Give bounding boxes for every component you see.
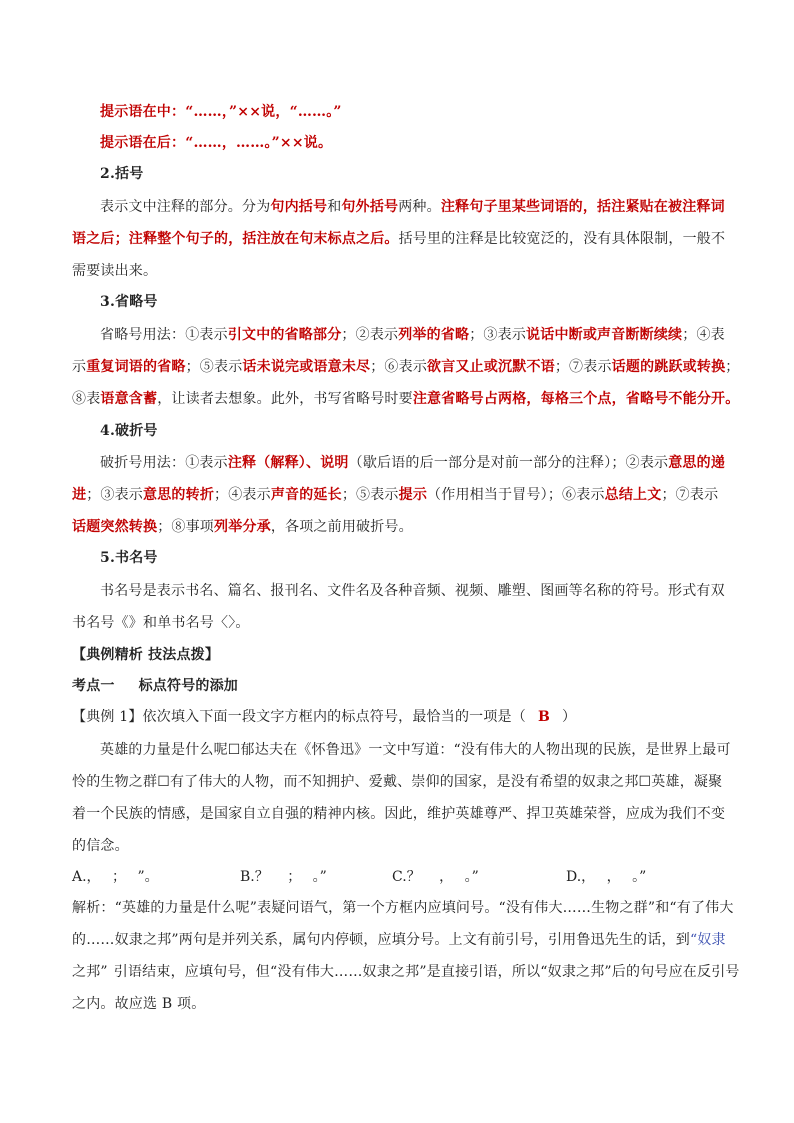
paragraph-parentheses-line2: [72, 229, 726, 249]
highlight: 注意省略号占两格，每格三个点，省略号不能分开。: [412, 391, 740, 407]
text: ；: [725, 359, 740, 375]
question-text: ）: [562, 709, 577, 725]
text: ；④表: [682, 327, 725, 343]
topic-title: 标点符号的添加: [138, 678, 239, 694]
text: ；⑤表示: [185, 359, 243, 375]
quote-hint-middle: 提示语在中：“……，”××说，“……。”: [100, 104, 342, 120]
highlight: 进: [72, 487, 87, 503]
text: 省略号用法：①表示: [100, 327, 228, 343]
highlight: 列举的省略: [398, 327, 470, 343]
highlight: 总结上文: [604, 487, 662, 503]
text: ；⑧事项: [157, 519, 215, 535]
passage-line3: 着一个民族的情感，是国家自立自强的精神内核。因此，维护英雄尊严、捍卫英雄荣誉，应成为我们不变: [72, 806, 726, 822]
text: ⑧表: [72, 391, 101, 407]
highlight: 列举分承: [214, 519, 271, 535]
highlight: 说话中断或声音断断续续: [526, 327, 683, 343]
highlight: 注释句子里某些词语的，括注紧贴在被注释词: [440, 199, 725, 215]
highlight: 话题突然转换: [72, 519, 158, 535]
highlight: 意思的递: [668, 455, 726, 471]
passage-line2: 怜的生物之群☐有了伟大的人物，而不知拥护、爱戴、崇仰的国家，是没有希望的奴隶之邦☐英雄，凝聚: [72, 774, 723, 790]
section-heading: 【典例精析 技法点拨】: [72, 647, 220, 663]
text: 破折号用法：①表示: [100, 455, 228, 471]
text: ；④表示: [214, 487, 271, 503]
paragraph-ellipsis-line2: [72, 357, 740, 377]
text: ；⑦表示: [661, 487, 719, 503]
paragraph-title-marks-line2: 书名号《》和单书名号〈〉。: [72, 615, 250, 631]
paragraph-ellipsis-line1: [100, 325, 725, 345]
highlight: 句内括号: [270, 199, 328, 215]
paragraph-title-marks-line1: 书名号是表示书名、篇名、报刊名、文件名及各种音频、视频、雕塑、图画等名称的符号。形式有双: [100, 583, 725, 599]
text: ；③表示: [86, 487, 144, 503]
text: （歇后语的后一部分是对前一部分的注释）；②表示: [348, 455, 669, 471]
highlight: 声音的延长: [270, 487, 342, 503]
example-question: [72, 707, 722, 727]
quote-hint-after: 提示语在后：“……，……。”××说。: [100, 135, 333, 151]
passage-line1: 英雄的力量是什么呢☐郁达夫在《怀鲁迅》一文中写道：“没有伟大的人物出现的民族，是世界上最可: [100, 742, 731, 758]
highlight: 话题的跳跃或转换: [611, 359, 726, 375]
text: 示: [72, 359, 87, 375]
text: 之邦”: [72, 964, 108, 980]
text: 表示文中注释的部分。分为: [100, 199, 271, 215]
analysis-line3: [72, 962, 740, 982]
option-c: C.？ ， 。”: [392, 869, 479, 885]
analysis-line2: [72, 930, 726, 950]
text: 和: [327, 199, 342, 215]
option-a: A.， ； ”。: [72, 869, 159, 885]
text: ，各项之前用破折号。: [270, 519, 413, 535]
highlight: 欲言又止或沉默不语: [427, 359, 555, 375]
text: ；②表示: [341, 327, 399, 343]
question-text: 【典例 1】依次填入下面一段文字方框内的标点符号，最恰当的一项是（: [72, 709, 526, 725]
paragraph-dash-line1: [100, 453, 726, 473]
highlight: 意思的转折: [143, 487, 215, 503]
paragraph-parentheses-line1: [100, 197, 725, 217]
highlight: 引文中的省略部分: [227, 327, 342, 343]
text: ；③表示: [469, 327, 527, 343]
analysis-line4: 之内。故应选 B 项。: [72, 996, 206, 1012]
paragraph-ellipsis-line3: [72, 389, 740, 409]
option-d: D.， ， 。”: [566, 869, 647, 885]
text: ，让读者去想象。此外，书写省略号时要: [157, 391, 413, 407]
highlight: 话未说完或语意未尽: [242, 359, 371, 375]
highlight: 句外括号: [341, 199, 399, 215]
answer-letter: B: [537, 709, 551, 725]
topic-number: 考点一: [72, 678, 115, 694]
option-b: B.？ ； 。”: [240, 869, 327, 885]
highlight: 注释（解释）、说明: [227, 455, 349, 471]
heading-dash: 4.破折号: [100, 423, 158, 439]
passage-line4: 的信念。: [72, 838, 129, 854]
text: 引语结束，应填句号，但“没有伟大……奴隶之邦”是直接引语，所以“奴隶之邦”后的句号应在反引号: [113, 964, 740, 980]
quoted-term: “奴隶: [689, 932, 726, 948]
highlight: 提示: [398, 487, 428, 503]
paragraph-dash-line3: [72, 517, 722, 537]
analysis-line1: 解析：“英雄的力量是什么呢”表疑问语气，第一个方框内应填问号。“没有伟大……生物之群”和“有了伟大: [72, 900, 734, 916]
highlight: 语意含蓄: [100, 391, 158, 407]
text: 两种。: [398, 199, 441, 215]
text: ；⑤表示: [341, 487, 399, 503]
text: 括号里的注释是比较宽泛的，没有具体限制，一般不: [398, 231, 726, 247]
text: 的……奴隶之邦”两句是并列关系，属句内停顿，应填分号。上文有前引号，引用鲁迅先生的话，到: [72, 932, 690, 948]
text: （作用相当于冒号）；⑥表示: [427, 487, 605, 503]
heading-title-marks: 5.书名号: [100, 550, 158, 566]
text: ；⑦表示: [554, 359, 612, 375]
paragraph-dash-line2: [72, 485, 722, 505]
heading-parentheses: 2.括号: [100, 166, 144, 182]
text: ；⑥表示: [370, 359, 428, 375]
topic-heading: [72, 676, 722, 696]
paragraph-parentheses-line3: 需要读出来。: [72, 263, 158, 279]
highlight: 语之后；注释整个句子的，括注放在句末标点之后。: [72, 231, 399, 247]
heading-ellipsis: 3.省略号: [100, 294, 158, 310]
highlight: 重复词语的省略: [86, 359, 186, 375]
